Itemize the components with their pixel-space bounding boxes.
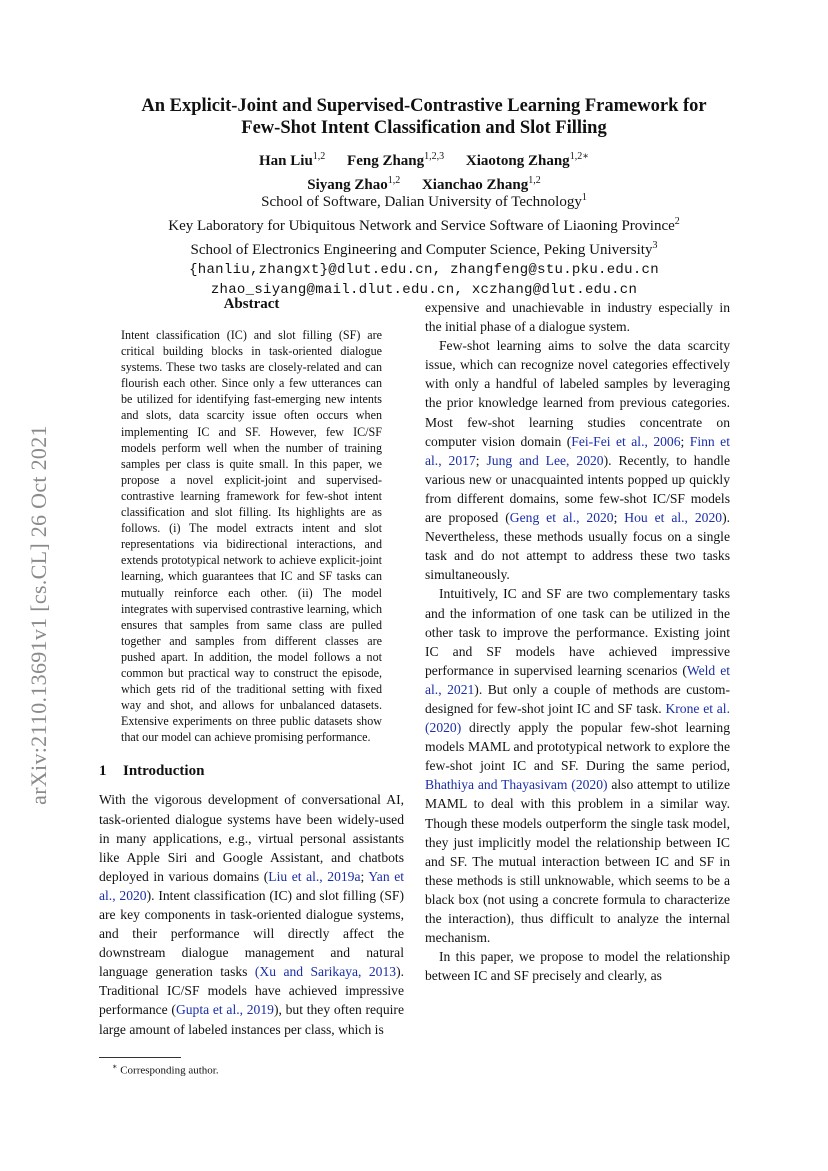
abstract-heading: Abstract [223, 296, 280, 312]
citation-link[interactable]: Finn et al., 2017 [425, 433, 730, 468]
affiliation-line: School of Software, Dalian University of Technology$^1$ [261, 192, 587, 210]
arxiv-identifier [24, 370, 54, 860]
intro-paragraph-4: In this paper, we propose to model the relationship between IC and SF precisely and clearly, as [425, 949, 730, 984]
citation-link[interactable]: Yan et al., 2020 [99, 868, 405, 903]
author-name: Xianchao Zhang$^{1,2}$ [421, 175, 541, 193]
author-name: Han Liu$^{1,2}$ [259, 151, 326, 169]
intro-paragraph-2: Few-shot learning aims to solve the data scarcity issue, which can recognize novel categories effectively with only a handful of labeled samples by leveraging the prior knowledge learned from previous categories. Most few-shot learning studies concentrate on computer vision domain (Fei-Fei et al., 2006; Finn et al., 2017; Jung and Lee, 2020). Recently, to handle various new or unacquainted intents popped up quickly from different domains, some few-shot IC/SF models are proposed (Geng et al., 2020; Hou et al., 2020). Nevertheless, these methods usually focus on a single task and do not attempt to address these two tasks simultaneously. [425, 338, 730, 583]
affiliation-line: School of Electronics Engineering and Computer Science, Peking University$^3$ [190, 240, 658, 258]
title-line-1: An Explicit-Joint and Supervised-Contrastive Learning Framework for [141, 96, 707, 116]
citation-link[interactable]: Weld et al., 2021 [425, 662, 731, 697]
email-line-2: zhao_siyang@mail.dlut.edu.cn, xczhang@dlut.edu.cn [210, 282, 638, 298]
section-number: 1 [99, 763, 107, 780]
citation-link[interactable]: Jung and Lee, 2020 [486, 452, 604, 468]
citation-link[interactable]: (Xu and Sarikaya, 2013 [254, 964, 397, 980]
citation-link[interactable]: Gupta et al., 2019 [175, 1002, 274, 1018]
citation-link[interactable]: Geng et al., 2020 [509, 510, 614, 526]
citation-link[interactable]: Hou et al., 2020 [624, 510, 723, 526]
footnote-mark: ∗ [112, 1062, 118, 1071]
intro-paragraph-1-continued: expensive and unachievable in industry especially in the initial phase of a dialogue system. [425, 300, 730, 335]
author-name: Feng Zhang$^{1,2,3}$ [347, 151, 445, 169]
affiliations [90, 188, 758, 300]
footnote-rule [99, 1057, 181, 1058]
title-line-2: Few-Shot Intent Classification and Slot Filling [241, 118, 607, 138]
footnote-text: Corresponding author. [120, 1064, 219, 1077]
intro-paragraph-1: With the vigorous development of conversational AI, task-oriented dialogue systems have been widely-used in many applications, e.g., virtual personal assistants like Apple Siri and Google Assistant, and chatbots deployed in various domains (Liu et al., 2019a; Yan et al., 2020). Intent classification (IC) and slot filling (SF) are key components in task-oriented dialogue systems, and their performance will directly affect the downstream dialogue management and natural language generation tasks (Xu and Sarikaya, 2013). Traditional IC/SF models have achieved impressive performance (Gupta et al., 2019), but they often require large amount of labeled instances per class, which is [99, 792, 405, 1037]
left-column [99, 296, 404, 1039]
right-column [425, 298, 730, 985]
paper-title [90, 95, 758, 139]
citation-link[interactable]: Bhathiya and Thayasivam (2020) [425, 777, 608, 793]
section-title: Introduction [123, 763, 205, 780]
citation-link[interactable]: Liu et al., 2019a [268, 868, 361, 884]
author-name: Xiaotong Zhang$^{1,2∗}$ [465, 151, 589, 169]
abstract-text: Intent classification (IC) and slot filling (SF) are critical building blocks in task-oriented dialogue systems. These two tasks are closely-related and can flourish each other. Since only a few utterances can be utilized for identifying fast-emerging new intents and slots, data scarcity issue often occurs when implementing IC and SF. However, few IC/SF models perform well when the number of training samples per class is quite small. In this paper, we propose a novel explicit-joint and supervised-contrastive learning framework for few-shot intent classification and slot filling. Its highlights are as follows. (i) The model extracts intent and slot representations via bidirectional interactions, and extends prototypical network to achieve explicit-joint learning, which guarantees that IC and SF tasks can mutually reinforce each other. (ii) The model integrates with supervised contrastive learning, which ensures that samples from same class are pulled together and samples from different classes are pushed apart. In addition, the model follows a not common but practical way to construct the episode, which gets rid of the traditional setting with fixed way and shot, and allows for unbalanced datasets. Extensive experiments on three public datasets show that our model can achieve promising performance. [121, 328, 382, 745]
author-row-1 [90, 147, 758, 171]
arxiv-id-text: arXiv:2110.13691v1 [cs.CL] 26 Oct 2021 [26, 425, 51, 805]
author-name: Siyang Zhao$^{1,2}$ [307, 175, 401, 193]
citation-link[interactable]: Krone et al. (2020) [425, 700, 730, 736]
email-line-1: {hanliu,zhangxt}@dlut.edu.cn, zhangfeng@stu.pku.edu.cn [189, 262, 659, 278]
citation-link[interactable]: Fei-Fei et al., 2006 [571, 433, 681, 449]
affiliation-line: Key Laboratory for Ubiquitous Network and Service Software of Liaoning Province$^2$ [168, 216, 680, 234]
footnote [112, 1062, 219, 1077]
intro-paragraph-3: Intuitively, IC and SF are two complementary tasks and the information of one task can be utilized in the other task to improve the performance. Existing joint IC and SF models have achieved impressive performance in supervised learning scenarios (Weld et al., 2021). But only a couple of methods are custom-designed for few-shot joint IC and SF task. Krone et al. (2020) directly apply the popular few-shot learning models MAML and prototypical network to explore the few-shot joint IC and SF. During the same period, Bhathiya and Thayasivam (2020) also attempt to utilize MAML to deal with this problem in a similar way. Though these models outperform the single task model, they just implicitly model the relationship between IC and SF. The mutual interaction between IC and SF in these methods is still unknowable, which seems to be a black box (not using a concrete formula to characterize the interaction), thus difficult to analyze the internal mechanism. [425, 586, 731, 946]
section-heading-introduction [99, 763, 404, 780]
